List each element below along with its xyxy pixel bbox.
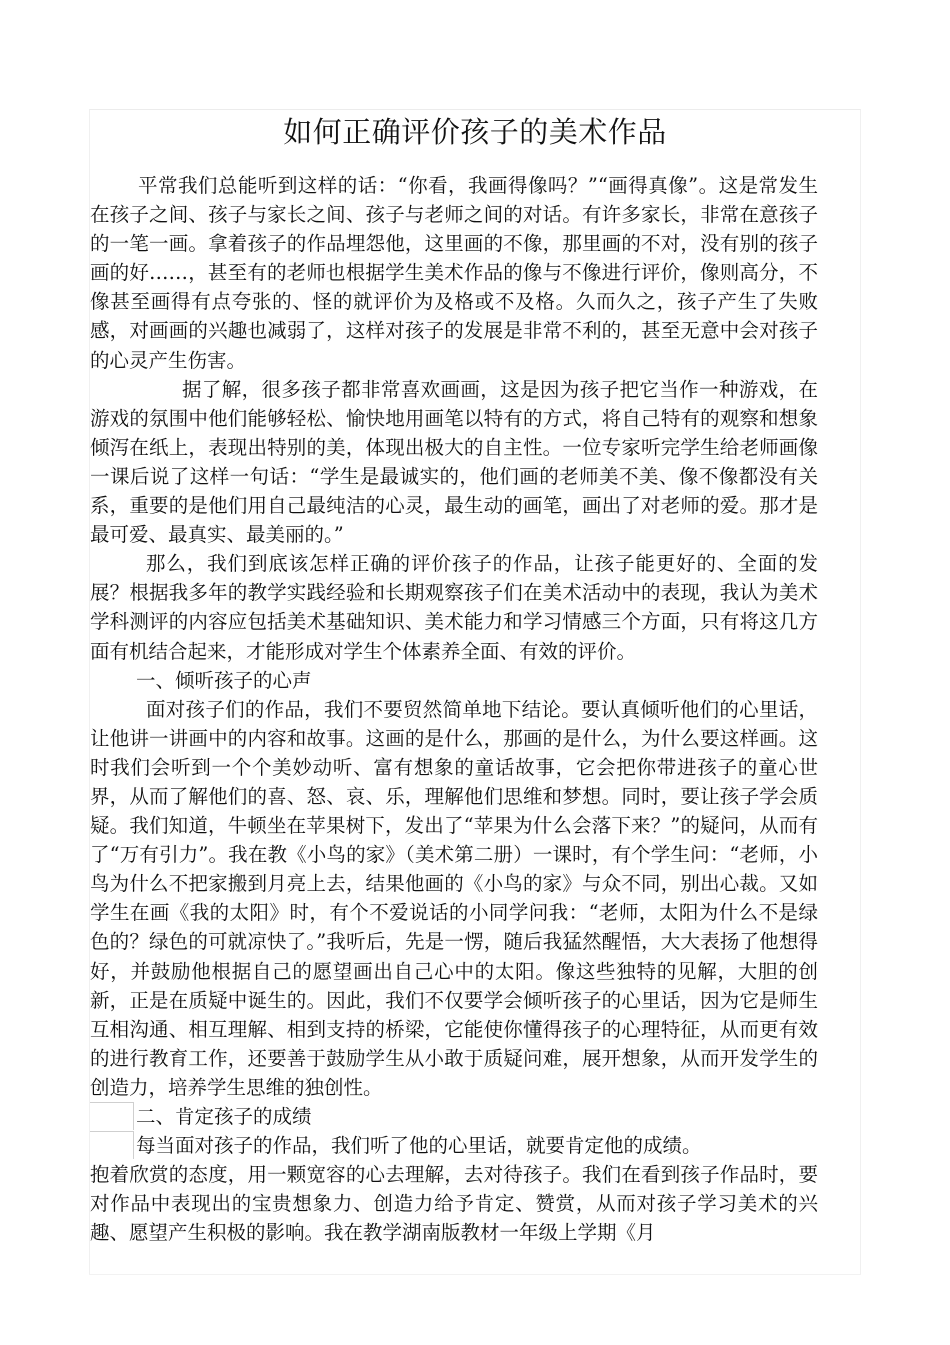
document-title: 如何正确评价孩子的美术作品: [283, 115, 667, 149]
document-body: [90, 171, 818, 1247]
page-bottom-edge: [89, 1274, 861, 1275]
section-heading-affirm: 二、肯定孩子的成绩: [90, 1102, 818, 1131]
paragraph-children-love-drawing: 据了解，很多孩子都非常喜欢画画，这是因为孩子把它当作一种游戏，在游戏的氛围中他们能够轻松、愉快地用画笔以特有的方式，将自己特有的观察和想象倾泻在纸上，表现出特别的美，体现出极大的自主性。一位专家听完学生给老师画像一课后说了这样一句话：“学生是最诚实的，他们画的老师美不美、像不像都没有关系，重要的是他们用自己最纯洁的心灵，最生动的画笔，画出了对老师的爱。那才是最可爱、最真实、最美丽的。”: [90, 377, 818, 547]
paragraph-affirm-lead: 每当面对孩子的作品，我们听了他的心里话，就要肯定他的成绩。: [90, 1131, 818, 1160]
paragraph-intro: 平常我们总能听到这样的话：“你看，我画得像吗？”“画得真像”。这是常发生在孩子之间、孩子与家长之间、孩子与老师之间的对话。有许多家长，非常在意孩子的一笔一画。拿着孩子的作品埋怨他，这里画的不像，那里画的不对，没有别的孩子画的好……，甚至有的老师也根据学生美术作品的像与不像进行评价，像则高分，不像甚至画得有点夸张的、怪的就评价为及格或不及格。久而久之，孩子产生了失败感，对画画的兴趣也减弱了，这样对孩子的发展是非常不利的，甚至无意中会对孩子的心灵产生伤害。: [90, 174, 818, 372]
paragraph-affirm: 抱着欣赏的态度，用一颗宽容的心去理解，去对待孩子。我们在看到孩子作品时，要对作品中表现出的宝贵想象力、创造力给予肯定、赞赏，从而对孩子学习美术的兴趣、愿望产生积极的影响。我在教学湖南版教材一年级上学期《月: [90, 1163, 818, 1245]
paragraph-how-to-evaluate: 那么，我们到底该怎样正确的评价孩子的作品，让孩子能更好的、全面的发展？根据我多年的教学实践经验和长期观察孩子们在美术活动中的表现，我认为美术学科测评的内容应包括美术基础知识、美术能力和学习情感三个方面，只有将这几方面有机结合起来，才能形成对学生个体素养全面、有效的评价。: [90, 552, 818, 663]
section-heading-listen: 一、倾听孩子的心声: [136, 668, 312, 692]
paragraph-listen: 面对孩子们的作品，我们不要贸然简单地下结论。要认真倾听他们的心里话，让他讲一讲画中的内容和故事。这画的是什么，那画的是什么，为什么要这样画。这时我们会听到一个个美妙动听、富有想象的童话故事，它会把你带进孩子的童心世界，从而了解他们的喜、怒、哀、乐，理解他们思维和梦想。同时，要让孩子学会质疑。我们知道，牛顿坐在苹果树下，发出了“苹果为什么会落下来？”的疑问，从而有了“万有引力”。我在教《小鸟的家》（美术第二册）一课时，有个学生问：“老师，小鸟为什么不把家搬到月亮上去，结果他画的《小鸟的家》与众不同，别出心裁。又如学生在画《我的太阳》时，有个不爱说话的小同学问我：“老师，太阳为什么不是绿色的？绿色的可就凉快了。”我听后，先是一愣，随后我猛然醒悟，大大表扬了他想得好，并鼓励他根据自己的愿望画出自己心中的太阳。像这些独特的见解，大胆的创新，正是在质疑中诞生的。因此，我们不仅要学会倾听孩子的心里话，因为它是师生互相沟通、相互理解、相到支持的桥梁，它能使你懂得孩子的心理特征，从而更有效的进行教育工作，还要善于鼓励学生从小敢于质疑问难，展开想象，从而开发学生的创造力，培养学生思维的独创性。: [90, 697, 818, 1099]
